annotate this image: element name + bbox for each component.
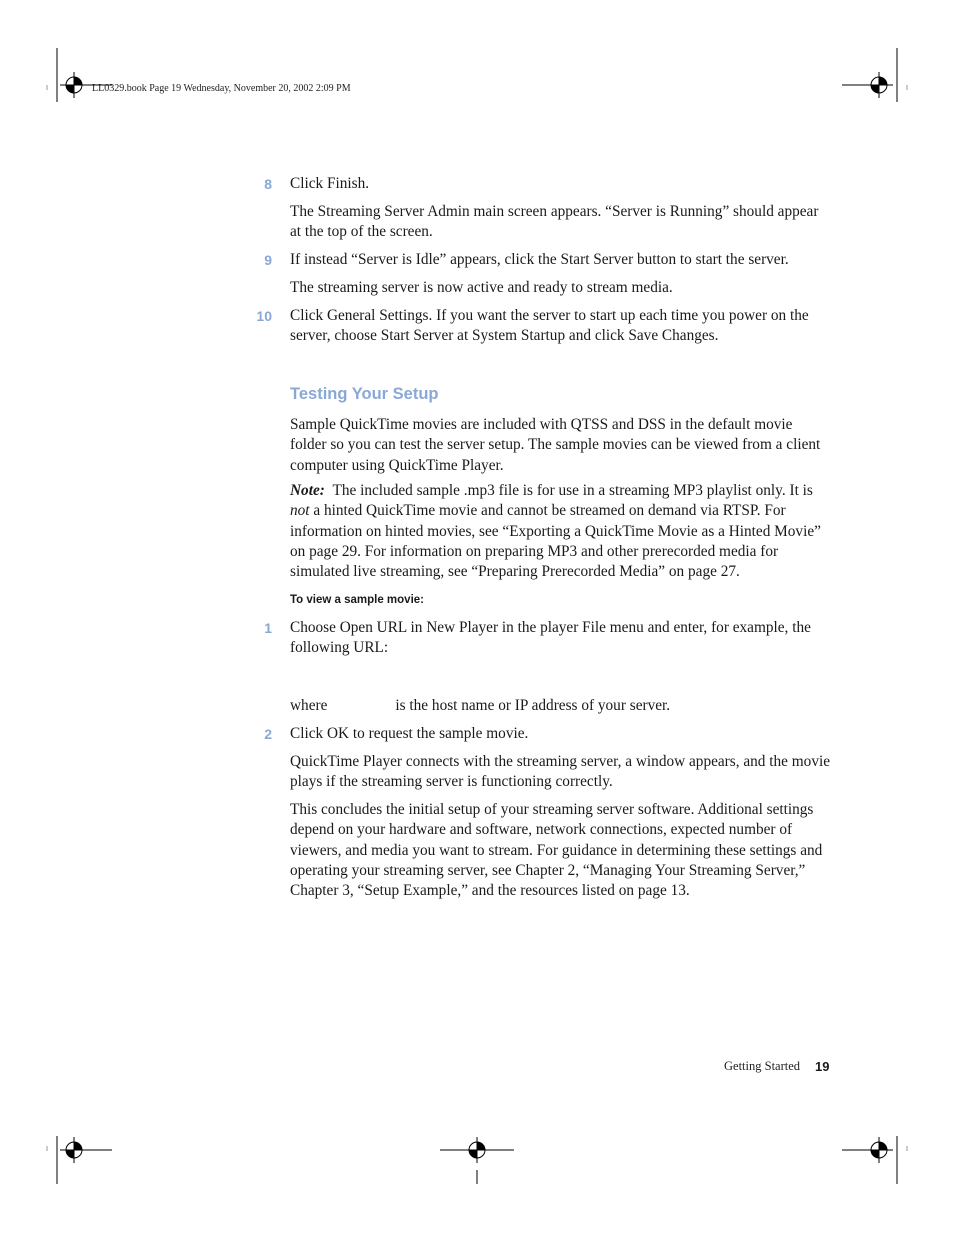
step-number: 10	[256, 308, 272, 324]
step-text: If instead “Server is Idle” appears, click the Start Server button to start the server.	[290, 251, 789, 268]
footer-chapter-label: Getting Started	[724, 1059, 801, 1073]
step-number: 9	[264, 252, 272, 268]
note-text: The included sample .mp3 file is for use in a streaming MP3 playlist only. It is	[332, 482, 813, 499]
step-text: Click OK to request the sample movie.	[290, 725, 529, 742]
note-emphasis: not	[290, 502, 310, 520]
paragraph: This concludes the initial setup of your streaming server software. Additional settings depend on your hardware and software, network connections, expected number of viewers, and media you want to stream. For guidance in determining these settings and operating your streaming server, see Chapter 2, “Managing Your Streaming Server,” Chapter 3, “Setup Example,” and the resources listed on page 13.	[290, 801, 823, 900]
page-number: 19	[815, 1059, 830, 1074]
step-text: Click General Settings. If you want the server to start up each time you power on the server, choose Start Server at System Startup and click Save Changes.	[290, 307, 809, 345]
step-number: 2	[264, 726, 272, 742]
note-text: a hinted QuickTime movie and cannot be streamed on demand via RTSP. For information on hinted movies, see “Exporting a QuickTime Movie as a Hinted Movie” on page 29. For information on preparing MP3 and other prerecorded media for simulated live streaming, see “Preparing Prerecorded Media” on page 27.	[290, 502, 821, 581]
where-rest: is the host name or IP address of your server.	[395, 697, 671, 714]
paragraph: The Streaming Server Admin main screen appears. “Server is Running” should appear at the top of the screen.	[290, 203, 819, 241]
step-text: Click Finish.	[290, 175, 370, 192]
step-number: 1	[264, 620, 272, 636]
where-line	[290, 696, 832, 716]
where-word: where	[290, 697, 328, 714]
step-text: Choose Open URL in New Player in the player File menu and enter, for example, the following URL:	[290, 619, 811, 657]
procedure-heading: To view a sample movie:	[290, 594, 425, 606]
note-paragraph	[290, 481, 832, 582]
paragraph: QuickTime Player connects with the streaming server, a window appears, and the movie plays if the streaming server is functioning correctly.	[290, 753, 831, 791]
section-heading: Testing Your Setup	[290, 385, 439, 403]
step-number: 8	[264, 176, 272, 192]
paragraph: The streaming server is now active and ready to stream media.	[290, 279, 673, 296]
paragraph: Sample QuickTime movies are included with QTSS and DSS in the default movie folder so you can test the server setup. The sample movies can be viewed from a client computer using QuickTime Player.	[290, 416, 821, 474]
note-label: Note:	[290, 482, 325, 499]
print-header: LL0329.book Page 19 Wednesday, November 20, 2002 2:09 PM	[92, 83, 351, 94]
